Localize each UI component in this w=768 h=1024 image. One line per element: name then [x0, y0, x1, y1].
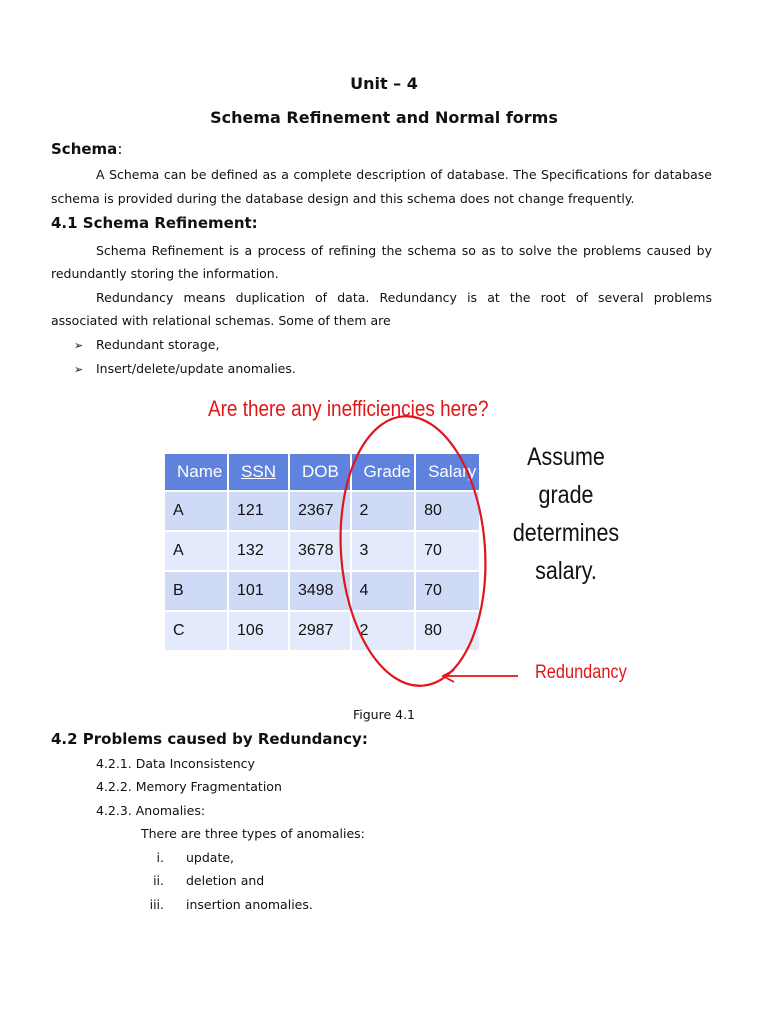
bullet-text: Redundant storage,: [96, 337, 220, 352]
figure-note-line: salary.: [535, 557, 597, 585]
sec41-para1-line1: Schema Refinement is a process of refining the schema so as to solve the problems caused by: [96, 243, 712, 258]
table-cell: B: [165, 572, 227, 610]
subsection-item: 4.2.1. Data Inconsistency: [96, 756, 255, 771]
document-title: Schema Refinement and Normal forms: [210, 108, 558, 127]
anomalies-intro: There are three types of anomalies:: [141, 826, 365, 841]
table-cell: 3: [352, 532, 415, 570]
section-4-2-heading: 4.2 Problems caused by Redundancy:: [51, 730, 368, 748]
table-cell: A: [165, 492, 227, 530]
table-cell: 3678: [290, 532, 350, 570]
table-cell: 101: [229, 572, 288, 610]
figure-note-line: Assume grade: [527, 443, 605, 509]
schema-heading-text: Schema: [51, 140, 118, 158]
column-header-name: Name: [165, 454, 227, 490]
table-cell: 70: [416, 572, 479, 610]
table-cell: 70: [416, 532, 479, 570]
subsection-item: 4.2.3. Anomalies:: [96, 803, 206, 818]
anomaly-item: [140, 872, 440, 890]
anomaly-number: iii.: [149, 897, 164, 912]
table-cell: 106: [229, 612, 288, 650]
table-cell: A: [165, 532, 227, 570]
table-cell: 4: [352, 572, 415, 610]
column-header-dob: DOB: [290, 454, 350, 490]
column-header-ssn: SSN: [229, 454, 288, 490]
redundancy-label: Redundancy: [535, 662, 627, 683]
table-cell: 132: [229, 532, 288, 570]
schema-para-line1: A Schema can be defined as a complete description of database. The Specifications for database: [96, 167, 712, 182]
table-cell: 3498: [290, 572, 350, 610]
anomaly-text: deletion and: [186, 873, 265, 888]
arrow-bullet-icon: ➢: [74, 339, 84, 352]
anomaly-text: update,: [186, 850, 235, 865]
table-cell: 2367: [290, 492, 350, 530]
unit-title: Unit – 4: [350, 74, 418, 93]
sec41-para2-line2: associated with relational schemas. Some of them are: [51, 313, 391, 328]
column-header-salary: Salary: [416, 454, 479, 490]
column-header-grade: Grade: [352, 454, 415, 490]
figure-question: Are there any inefficiencies here?: [208, 396, 489, 421]
table-cell: 80: [416, 492, 479, 530]
figure-note-line: determines: [512, 519, 620, 547]
schema-para-line2: schema is provided during the database design and this schema does not change frequently.: [51, 191, 635, 206]
table-cell: 2: [352, 492, 415, 530]
section-4-1-heading: 4.1 Schema Refinement:: [51, 214, 258, 232]
figure-caption: Figure 4.1: [352, 707, 416, 722]
bullet-text: Insert/delete/update anomalies.: [96, 361, 296, 376]
table-cell: 2: [352, 612, 415, 650]
schema-heading-colon: :: [117, 140, 123, 158]
anomaly-text: insertion anomalies.: [186, 897, 313, 912]
anomaly-number: i.: [156, 850, 164, 865]
anomaly-item: [140, 896, 440, 914]
table-cell: 121: [229, 492, 288, 530]
table-cell: C: [165, 612, 227, 650]
table-cell: 2987: [290, 612, 350, 650]
anomaly-item: [140, 849, 440, 867]
subsection-item: 4.2.2. Memory Fragmentation: [96, 779, 282, 794]
arrow-bullet-icon: ➢: [74, 363, 84, 376]
sec41-para1-line2: redundantly storing the information.: [51, 266, 279, 281]
redundancy-circle: [332, 411, 494, 690]
anomaly-number: ii.: [153, 873, 164, 888]
sec41-para2-line1: Redundancy means duplication of data. Redundancy is at the root of several problems: [96, 290, 712, 305]
table-cell: 80: [416, 612, 479, 650]
